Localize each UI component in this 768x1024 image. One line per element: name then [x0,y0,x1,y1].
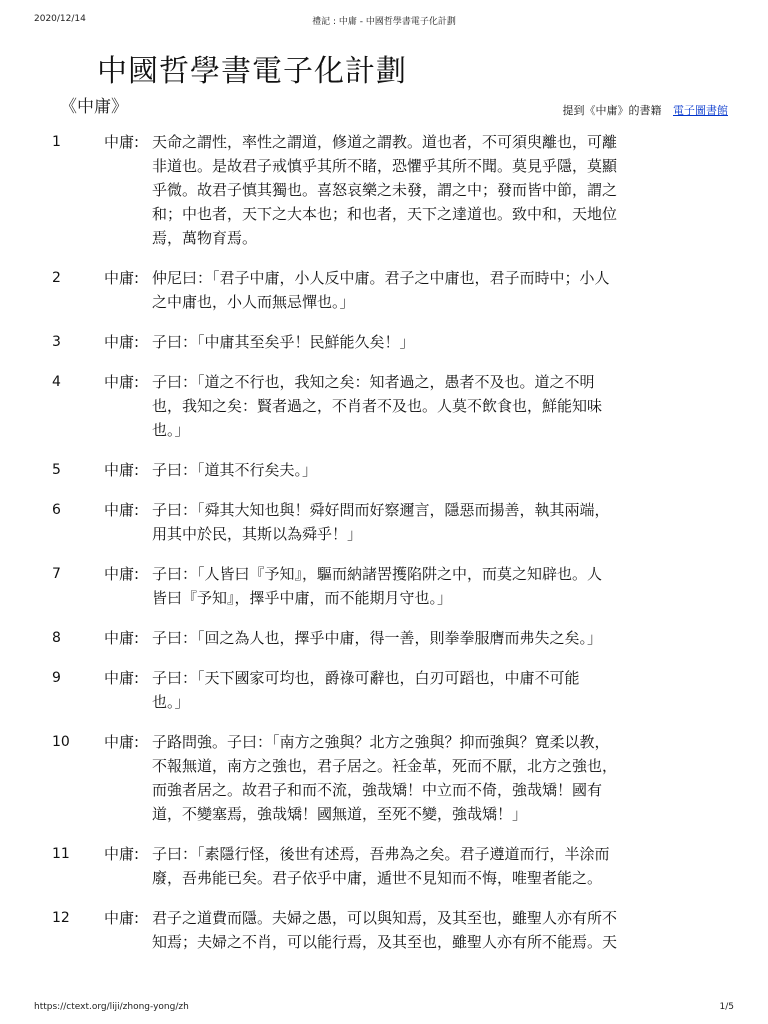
passage-text: 子曰：「中庸其至矣乎！民鮮能久矣！」 [152,333,415,351]
book-links [563,102,729,118]
passage-row [0,626,768,650]
passage-row [0,458,768,482]
passage-chapter-label[interactable]: 中庸: [104,133,140,151]
passage-text: 子曰：「回之為人也，擇乎中庸，得一善，則拳拳服膺而弗失之矣。」 [152,629,603,647]
passage-number[interactable]: 3 [52,334,61,350]
passage-row [0,666,768,714]
passage-text: 子曰：「人皆曰『予知』，驅而納諸罟擭陷阱之中，而莫之知辟也。人 皆曰『予知』，擇乎中庸，而不能期月守也。」 [152,565,603,607]
passage-row [0,562,768,610]
page-url: https://ctext.org/liji/zhong-yong/zh [34,1002,189,1012]
passage-chapter-label[interactable]: 中庸: [104,669,140,687]
passage-number[interactable]: 11 [52,846,70,862]
passage-text: 子曰：「道其不行矣夫。」 [152,461,318,479]
passage-text: 仲尼曰：「君子中庸，小人反中庸。君子之中庸也，君子而時中；小人 之中庸也，小人而無忌憚也。」 [152,269,610,311]
passage-chapter-label[interactable]: 中庸: [104,629,140,647]
passage-text: 子路問強。子曰：「南方之強與？北方之強與？抑而強與？寬柔以教， 不報無道，南方之強也，君子居之。衽金革，死而不厭，北方之強也， 而強者居之。故君子和而不流，強哉矯！中立而不倚，強哉矯！國有 道，不變塞焉，強哉矯！國無道，至死不變，強哉矯！」 [152,733,618,823]
print-doc-title: 禮記 : 中庸 - 中國哲學書電子化計劃 [312,17,456,27]
passage-text: 子曰：「素隱行怪，後世有述焉，吾弗為之矣。君子遵道而行，半涂而 廢，吾弗能已矣。君子依乎中庸，遁世不見知而不悔，唯聖者能之。 [152,845,610,887]
passage-number[interactable]: 12 [52,910,70,926]
passage-chapter-label[interactable]: 中庸: [104,461,140,479]
passage-text: 子曰：「道之不行也，我知之矣：知者過之，愚者不及也。道之不明 也，我知之矣：賢者過之，不肖者不及也。人莫不飲食也，鮮能知味 也。」 [152,373,603,439]
passage-chapter-label[interactable]: 中庸: [104,373,140,391]
mentioning-books-label: 提到《中庸》的書籍 [562,104,662,117]
passage-row [0,842,768,890]
print-header [34,14,734,28]
passage-chapter-label[interactable]: 中庸: [104,845,140,863]
print-footer [34,1002,734,1016]
passage-row [0,266,768,314]
passage-number[interactable]: 2 [52,270,61,286]
passage-row [0,130,768,250]
passage-row [0,370,768,442]
passage-number[interactable]: 4 [52,374,61,390]
passage-chapter-label[interactable]: 中庸: [104,909,140,927]
passage-number[interactable]: 6 [52,502,61,518]
passage-text: 君子之道費而隱。夫婦之愚，可以與知焉，及其至也，雖聖人亦有所不 知焉；夫婦之不肖，可以能行焉，及其至也，雖聖人亦有所不能焉。天 [152,909,618,951]
passage-number[interactable]: 7 [52,566,61,582]
passage-number[interactable]: 10 [52,734,70,750]
page-number: 1/5 [719,1002,734,1012]
text-body [0,130,768,970]
print-date: 2020/12/14 [34,14,86,24]
passage-number[interactable]: 8 [52,630,61,646]
passage-chapter-label[interactable]: 中庸: [104,333,140,351]
passage-text: 子曰：「舜其大知也與！舜好問而好察邇言，隱惡而揚善，執其兩端， 用其中於民，其斯以為舜乎！」 [152,501,610,543]
passage-chapter-label[interactable]: 中庸: [104,269,140,287]
electronic-library-link[interactable]: 電子圖書館 [673,104,728,117]
passage-row [0,906,768,954]
passage-chapter-label[interactable]: 中庸: [104,501,140,519]
passage-text: 子曰：「天下國家可均也，爵祿可辭也，白刃可蹈也，中庸不可能 也。」 [152,669,580,711]
passage-text: 天命之謂性，率性之謂道，修道之謂教。道也者，不可須臾離也，可離 非道也。是故君子戒慎乎其所不睹，恐懼乎其所不聞。莫見乎隱，莫顯 乎微。故君子慎其獨也。喜怒哀樂之未發，謂之中；發而皆中節，謂之 和；中也者，天下之大本也；和也者，天下之達道也。致中和，天地位 焉，萬物育焉。 [152,133,618,247]
passage-number[interactable]: 5 [52,462,61,478]
passage-number[interactable]: 1 [52,134,61,150]
passage-row [0,730,768,826]
passage-row [0,498,768,546]
passage-number[interactable]: 9 [52,670,61,686]
book-title: 《中庸》 [60,97,128,117]
passage-chapter-label[interactable]: 中庸: [104,565,140,583]
passage-row [0,330,768,354]
site-title[interactable]: 中國哲學書電子化計劃 [97,54,407,89]
passage-chapter-label[interactable]: 中庸: [104,733,140,751]
